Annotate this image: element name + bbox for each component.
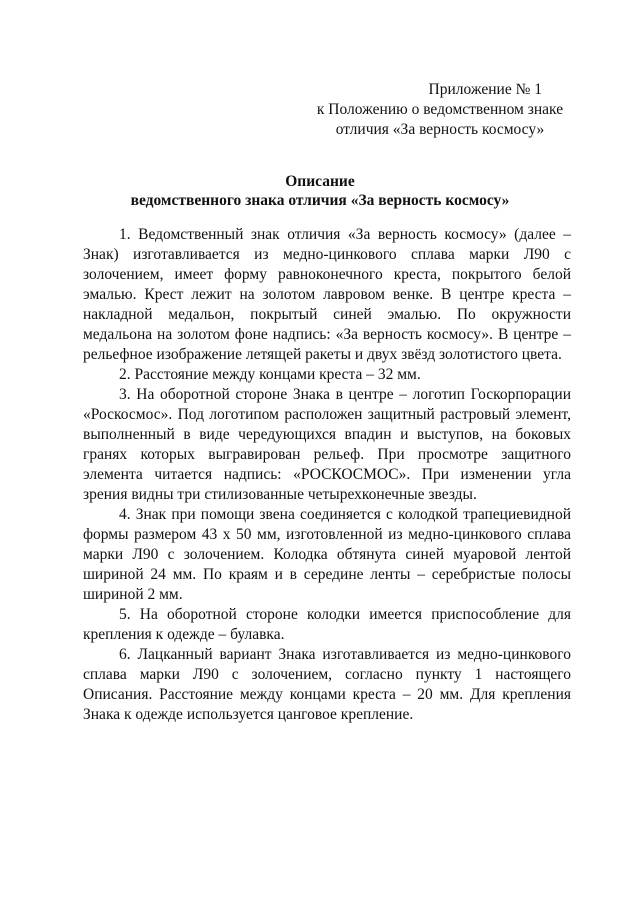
paragraph-2: 2. Расстояние между концами креста – 32 мм.: [119, 366, 421, 383]
paragraph-5: 5. На оборотной стороне колодки имеется приспособление для крепления к одежде – булавка.: [83, 606, 571, 643]
appendix-header: [300, 80, 580, 140]
title-line-1: Описание: [285, 173, 355, 190]
document-body: [83, 225, 571, 725]
appendix-number: Приложение № 1: [428, 81, 542, 98]
title-line-2: ведомственного знака отличия «За верность космосу»: [130, 192, 510, 209]
appendix-reference-line-2: отличия «За верность космосу»: [335, 121, 545, 138]
paragraph-6: 6. Лацканный вариант Знака изготавливается из медно-цинкового сплава марки Л90 с золочением, согласно пункту 1 настоящего Описания. Расстояние между концами креста – 20 мм. Для крепления Знака к одежде используется цанговое крепление.: [83, 646, 571, 723]
paragraph-3: 3. На оборотной стороне Знака в центре – логотип Госкорпорации «Роскосмос». Под логотипом расположен защитный растровый элемент, выполненный в виде чередующихся впадин и выступов, на боковых гранях которых выгравирован рельеф. При просмотре защитного элемента читается надпись: «РОСКОСМОС». При изменении угла зрения видны три стилизованные четырехконечные звезды.: [83, 386, 571, 503]
appendix-reference-line-1: к Положению о ведомственном знаке: [316, 101, 564, 118]
document-title: [60, 172, 580, 210]
paragraph-1: 1. Ведомственный знак отличия «За верность космосу» (далее – Знак) изготавливается из медно-цинкового сплава марки Л90 с золочением, имеет форму равноконечного креста, покрытого белой эмалью. Крест лежит на золотом лавровом венке. В центре креста – накладной медальон, покрытый синей эмалью. По окружности медальона на золотом фоне надпись: «За верность космосу». В центре – рельефное изображение летящей ракеты и двух звёзд золотистого цвета.: [83, 226, 571, 363]
paragraph-4: 4. Знак при помощи звена соединяется с колодкой трапециевидной формы размером 43 х 50 мм, изготовленной из медно-цинкового сплава марки Л90 с золочением. Колодка обтянута синей муаровой лентой шириной 24 мм. По краям и в середине ленты – серебристые полосы шириной 2 мм.: [83, 506, 571, 603]
